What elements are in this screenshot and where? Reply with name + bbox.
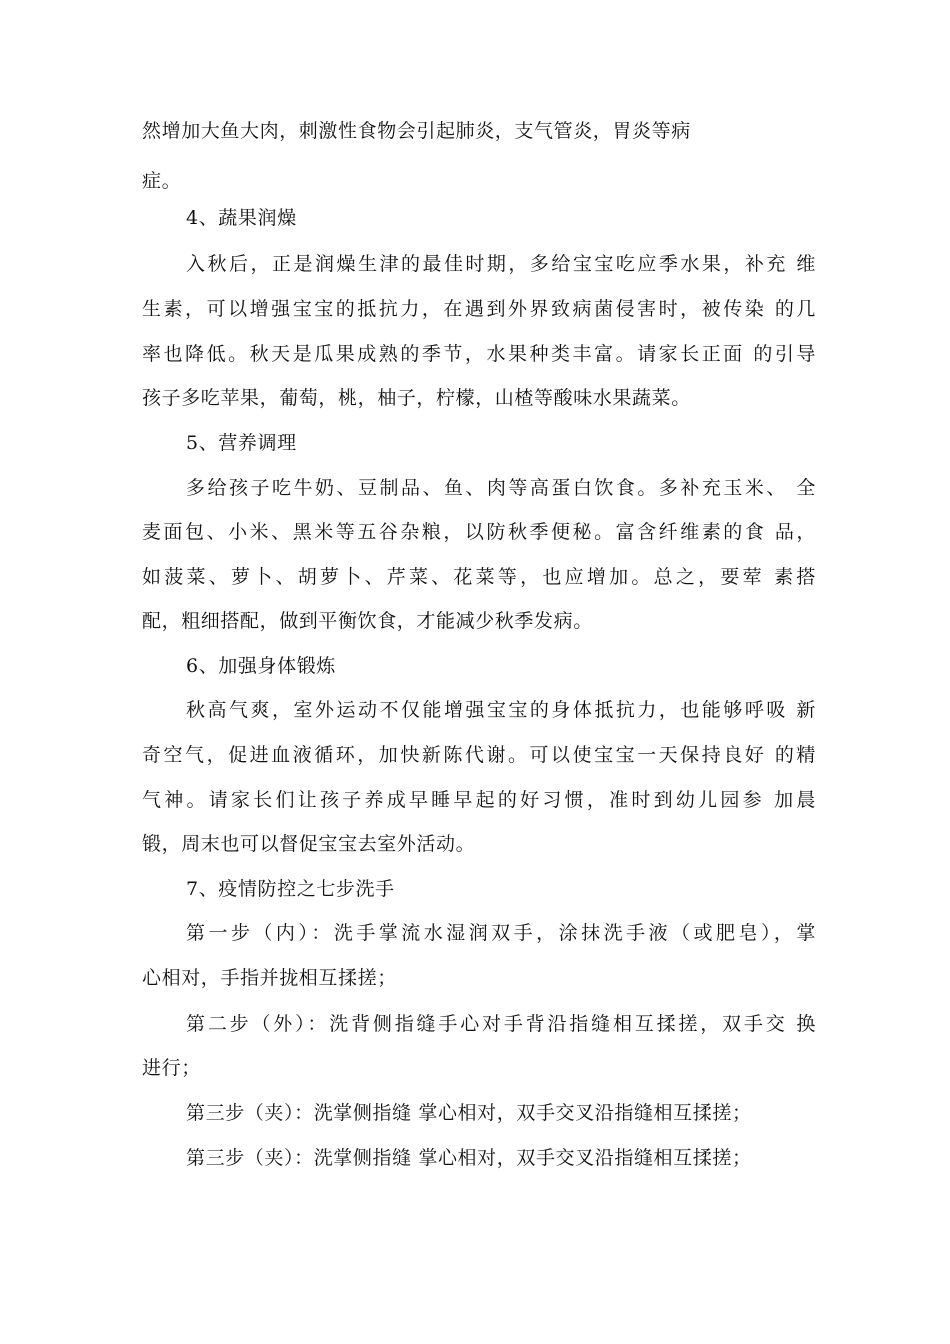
paragraph-line: 第二步（外）：洗背侧指缝手心对手背沿指缝相互揉搓，双手交 换 xyxy=(186,1013,816,1035)
paragraph-line: 生素，可以增强宝宝的抵抗力，在遇到外界致病菌侵害时，被传染 的几 xyxy=(142,298,816,320)
paragraph-line: 第三步（夹）：洗掌侧指缝 掌心相对，双手交叉沿指缝相互揉搓； xyxy=(186,1147,752,1169)
paragraph-line: 率也降低。秋天是瓜果成熟的季节，水果种类丰富。请家长正面 的引导 xyxy=(142,343,816,365)
paragraph-line: 气神。请家长们让孩子养成早睡早起的好习惯，准时到幼儿园参 加晨 xyxy=(142,789,816,811)
paragraph-line: 锻，周末也可以督促宝宝去室外活动。 xyxy=(142,833,476,855)
paragraph-line: 如菠菜、萝卜、胡萝卜、芹菜、花菜等，也应增加。总之，要荤 素搭 xyxy=(142,566,816,588)
section-heading: 4、蔬果润燥 xyxy=(186,207,297,229)
paragraph-line: 麦面包、小米、黑米等五谷杂粮，以防秋季便秘。富含纤维素的食 品， xyxy=(142,521,816,543)
paragraph-line: 症。 xyxy=(142,170,182,192)
section-heading: 7、疫情防控之七步洗手 xyxy=(186,878,395,900)
paragraph-line: 入秋后，正是润燥生津的最佳时期，多给宝宝吃应季水果，补充 维 xyxy=(186,253,816,275)
paragraph-line: 第一步（内）：洗手掌流水湿润双手，涂抹洗手液（或肥皂），掌 xyxy=(186,922,816,944)
paragraph-line: 进行； xyxy=(142,1057,201,1079)
paragraph-line: 心相对，手指并拢相互揉搓； xyxy=(142,967,397,989)
paragraph-line: 秋高气爽，室外运动不仅能增强宝宝的身体抵抗力，也能够呼吸 新 xyxy=(186,699,816,721)
paragraph-line: 多给孩子吃牛奶、豆制品、鱼、肉等高蛋白饮食。多补充玉米、 全 xyxy=(186,477,816,499)
paragraph-line: 奇空气，促进血液循环，加快新陈代谢。可以使宝宝一天保持良好 的精 xyxy=(142,744,816,766)
paragraph-line: 第三步（夹）：洗掌侧指缝 掌心相对，双手交叉沿指缝相互揉搓； xyxy=(186,1102,752,1124)
section-heading: 5、营养调理 xyxy=(186,432,297,454)
section-heading: 6、加强身体锻炼 xyxy=(186,655,336,677)
paragraph-line: 孩子多吃苹果，葡萄，桃，柚子，柠檬，山楂等酸味水果蔬菜。 xyxy=(142,387,691,409)
paragraph-line: 配，粗细搭配，做到平衡饮食，才能减少秋季发病。 xyxy=(142,610,593,632)
paragraph-line: 然增加大鱼大肉，刺激性食物会引起肺炎，支气管炎，胃炎等病 xyxy=(142,120,691,142)
